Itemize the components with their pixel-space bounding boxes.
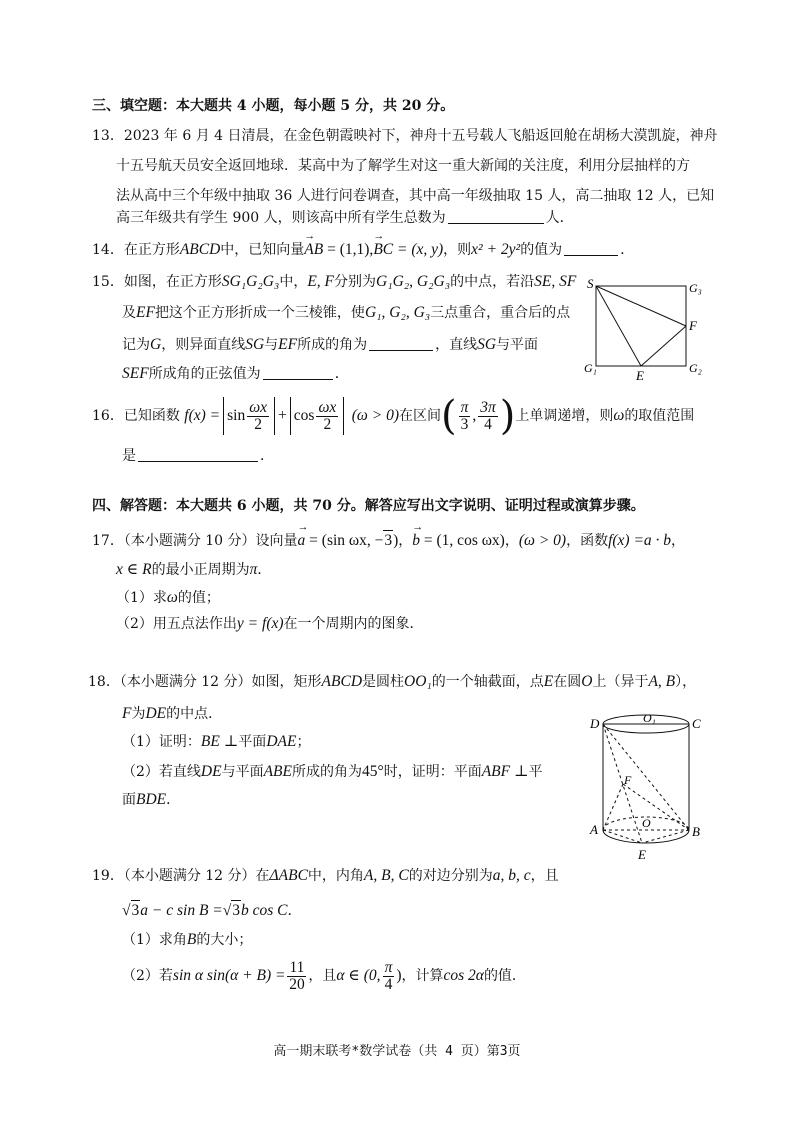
math: SE, SF: [534, 273, 577, 290]
math: BE ⊥: [200, 733, 239, 750]
math: G: [150, 336, 162, 353]
math: ABF ⊥: [481, 763, 529, 780]
q18-text: 面: [122, 792, 136, 808]
q19-number: 19．: [92, 868, 124, 884]
q15-text: 分别为: [334, 274, 377, 290]
answer-blank[interactable]: [564, 241, 618, 256]
q17-text: （2）用五点法作出: [116, 616, 237, 632]
comma: ,: [472, 407, 477, 424]
math-omega: ω: [613, 407, 625, 424]
math: f(x) =: [608, 532, 644, 549]
q19-part-1: [122, 930, 252, 950]
q14-number: 14．: [92, 242, 124, 258]
fraction-pi-4: [383, 960, 395, 993]
numerator: ωx: [318, 398, 337, 416]
abs-bar: [274, 397, 275, 435]
q18-line-1: [88, 672, 696, 692]
q17-part-2: [116, 614, 424, 634]
math: y = f(x): [236, 615, 284, 632]
math-dot-product: a · b: [643, 532, 672, 549]
denominator: 3: [460, 415, 469, 433]
math-expression: x² + 2y²: [471, 241, 521, 258]
vector-a: → a: [298, 531, 306, 551]
math: O: [581, 673, 593, 690]
q15-text: 与: [264, 337, 279, 353]
math: SG₁G₂G₃: [221, 273, 280, 290]
fraction-wx-2: [316, 400, 338, 433]
segment-db: [603, 724, 689, 830]
q15-text: 的中点，若沿: [450, 274, 535, 290]
q18-text: 平: [528, 764, 543, 780]
q16-text: 上单调递增，则: [515, 408, 614, 424]
label-f: F: [689, 318, 697, 333]
label-e: E: [636, 368, 644, 383]
q14-line-1: [92, 240, 634, 260]
label-a: A: [590, 822, 598, 837]
q18-text: 在圆: [553, 674, 582, 690]
math-pi: π: [249, 561, 258, 578]
q19-part-2: [122, 956, 526, 996]
q13-line-3: 法从高中三个年级中抽取 36 人进行问卷调查，其中高一年级抽取 15 人，高二抽取 12 人，已知: [116, 188, 715, 204]
math-angle: 45°: [362, 763, 384, 780]
fraction-wx-2: [247, 400, 269, 433]
q19-text: ．: [287, 903, 302, 919]
segment-bf: [623, 784, 689, 830]
bottom-front-arc: [603, 830, 689, 843]
q17-text: ，函数: [566, 533, 609, 549]
q16-text: 是: [122, 448, 136, 464]
sqrt-3: 3: [232, 902, 241, 919]
numerator: π: [460, 398, 469, 416]
q15-text: 与平面: [496, 337, 539, 353]
denominator: 4: [384, 975, 393, 993]
q18-text: ．: [166, 792, 181, 808]
q19-text: （1）求角: [122, 932, 187, 948]
math: E: [543, 673, 554, 690]
math: = (1, cos ωx): [420, 532, 505, 549]
q18-part-2: [122, 762, 543, 782]
q15-line-1: [92, 272, 576, 292]
q19-text: 的对边分别为: [408, 868, 493, 884]
math: cos 2α: [443, 967, 484, 984]
q15-text: ．: [334, 366, 349, 382]
q15-text: 所成角的正弦值为: [148, 366, 261, 382]
q15-text: 把这个正方形折成一个三棱锥，使: [154, 305, 365, 321]
q15-text: ，直线: [435, 337, 478, 353]
answer-blank[interactable]: [138, 447, 258, 462]
q14-text: 的值为: [520, 242, 563, 258]
q18-text: 为: [131, 706, 146, 722]
vector-ab: → AB: [304, 240, 323, 260]
math: SG: [245, 336, 265, 353]
q19-text: 的大小；: [196, 932, 253, 948]
q17-line-2: [116, 560, 271, 580]
open-paren: (: [440, 393, 457, 439]
q17-text: 的最小正周期为: [151, 562, 250, 578]
q17-text: 在一个周期内的图象．: [283, 616, 424, 632]
q13-text: 高三年级共有学生 900 人，则该高中所有学生总数为: [116, 210, 446, 226]
q19-text: ，计算: [401, 968, 444, 984]
math: x ∈ R: [116, 561, 152, 578]
vector-bc: → BC: [373, 240, 393, 260]
math: DE: [200, 763, 222, 780]
math: DAE: [266, 733, 297, 750]
fraction-11-20: [287, 960, 306, 993]
math-omega: ω: [166, 589, 178, 606]
q13-line-1: [92, 126, 718, 146]
numerator: 3π: [480, 398, 496, 416]
label-b: B: [692, 824, 700, 839]
math: f(x) =: [184, 407, 221, 424]
q19-text: （2）若: [122, 968, 173, 984]
math: F: [122, 705, 132, 722]
q19-text: ，且: [308, 968, 337, 984]
q13-line-4: [116, 208, 574, 228]
label-o1: O₁: [643, 711, 656, 725]
math: (ω > 0): [518, 532, 567, 549]
math: SEF: [122, 365, 149, 382]
q14-text: ，则: [443, 242, 472, 258]
sqrt-3: 3: [384, 532, 393, 549]
sqrt-3: 3: [131, 902, 140, 919]
q19-text: 中，内角: [307, 868, 364, 884]
q15-text: ，则异面直线: [161, 337, 246, 353]
denominator: 20: [289, 975, 305, 993]
q18-text: ），: [675, 674, 697, 690]
plus-sign: +: [278, 407, 287, 424]
square-fold-figure: [582, 274, 712, 384]
q16-text: 在区间: [398, 408, 441, 424]
q15-text: 中，: [279, 274, 308, 290]
q14-text: 中，已知向量: [220, 242, 305, 258]
label-f: F: [624, 773, 632, 787]
label-g3: G₃: [689, 281, 702, 295]
math: EF: [278, 336, 298, 353]
abs-bar: [343, 397, 344, 435]
math-abcd: ABCD: [179, 241, 221, 258]
q18-text: （2）若直线: [122, 764, 201, 780]
q15-number: 15．: [92, 274, 124, 290]
numerator: π: [384, 958, 393, 976]
q15-line-2: [122, 303, 570, 323]
q15-text: 所成的角为: [297, 337, 368, 353]
label-g1: G₁: [584, 361, 597, 375]
q16-text: 的取值范围: [624, 408, 695, 424]
q17-part-1: [116, 588, 220, 608]
q18-text: 的一个轴截面，点: [431, 674, 544, 690]
q17-number: 17．: [92, 533, 124, 549]
math: A, B, C: [363, 867, 409, 884]
segment-se: [596, 286, 641, 366]
q18-number: 18．: [88, 674, 120, 690]
q15-line-4: [122, 364, 349, 384]
cylinder-figure: [584, 706, 708, 866]
segment-af: [603, 784, 623, 830]
q15-text: 如图，在正方形: [123, 274, 222, 290]
math: = (sin ωx, −: [305, 532, 384, 549]
q18-text: 上（异于: [592, 674, 649, 690]
q18-text: （1）证明：: [122, 734, 201, 750]
answer-blank[interactable]: [263, 365, 333, 380]
math: G₁G₂, G₂G₃: [376, 273, 451, 290]
segment-be: [642, 830, 689, 843]
math: EF: [136, 304, 155, 321]
q19-line-1: [92, 866, 559, 886]
square-outline: [596, 286, 686, 366]
math: a, b, c: [492, 867, 531, 884]
q16-line-2: [122, 446, 274, 466]
q19-text: ，且: [530, 868, 559, 884]
math: a − c sin B =: [140, 902, 223, 919]
math: α ∈ (0,: [336, 967, 381, 984]
q13-text: 人．: [545, 210, 574, 226]
math: ): [396, 967, 402, 984]
math: ABCD: [321, 673, 363, 690]
q16-text: 已知函数: [123, 408, 180, 424]
denominator: 2: [254, 415, 262, 433]
q13-line-2: 十五号航天员安全返回地球．某高中为了解学生对这一重大新闻的关注度，利用分层抽样的方: [116, 158, 690, 174]
q15-line-3: [122, 335, 538, 355]
fraction-pi-3: [459, 400, 471, 433]
label-d: D: [590, 716, 600, 731]
q17-line-1: [92, 530, 685, 551]
q18-text: 是圆柱: [362, 674, 405, 690]
math: b cos C: [241, 902, 288, 919]
q13-text: 2023 年 6 月 4 日清晨，在金色朝霞映衬下，神舟十五号载人飞船返回舱在胡杨大漠凯旋，神舟: [123, 128, 718, 144]
q17-text: ．: [257, 562, 272, 578]
q19-text: （本小题满分 12 分）在: [123, 868, 270, 884]
q18-part-1: [122, 732, 310, 752]
denominator: 2: [323, 415, 332, 433]
math: (ω > 0): [351, 407, 399, 424]
sqrt-sign: √: [122, 902, 131, 919]
q15-text: 记为: [122, 337, 150, 353]
answer-blank[interactable]: [369, 336, 433, 351]
segment-de: [603, 724, 642, 843]
q18-text: 的中点．: [166, 706, 223, 722]
label-s: S: [587, 276, 594, 291]
math: B: [186, 931, 197, 948]
q17-text: ，: [398, 533, 413, 549]
abs-bar: [290, 397, 291, 435]
segment-sf: [596, 286, 686, 326]
fraction-3pi-4: [478, 400, 498, 433]
q17-text: （本小题满分 10 分）设向量: [123, 533, 298, 549]
q18-text: 与平面: [221, 764, 264, 780]
q18-line-3: [122, 790, 180, 810]
q13-number: 13．: [92, 128, 124, 144]
label-e: E: [638, 847, 646, 862]
vector-b: → b: [412, 531, 420, 551]
abs-bar: [223, 397, 224, 435]
q18-text: 时，证明：平面: [383, 764, 482, 780]
math-sin: sin: [227, 407, 246, 424]
q16-line-1: [92, 394, 694, 438]
math: ): [393, 532, 399, 549]
math: sin α sin(α + B) =: [172, 967, 286, 984]
q18-text: ；: [296, 734, 311, 750]
q18-text: （本小题满分 12 分）如图，矩形: [119, 674, 322, 690]
math: OO₁: [404, 673, 432, 690]
math: ABE: [263, 763, 292, 780]
q17-text: （1）求: [116, 590, 167, 606]
q19-text: 的值．: [483, 968, 526, 984]
answer-blank[interactable]: [448, 209, 544, 224]
numerator: ωx: [249, 398, 268, 416]
q15-text: 及: [122, 305, 136, 321]
q19-line-2: [122, 900, 302, 921]
q15-text: 三点重合，重合后的点: [430, 305, 571, 321]
math: A, B: [648, 673, 676, 690]
sqrt-sign: √: [222, 902, 232, 919]
math: = (1,1),: [323, 241, 374, 258]
numerator: 11: [289, 958, 305, 976]
label-c: C: [692, 716, 701, 731]
math: BDE: [136, 791, 167, 808]
math: E, F: [307, 273, 335, 290]
math: = (x, y): [393, 241, 444, 258]
math: DE: [145, 705, 167, 722]
q17-text: ，: [671, 533, 686, 549]
q16-text: ．: [260, 448, 274, 464]
q18-text: 平面: [238, 734, 267, 750]
math: G₁, G₂, G₃: [364, 304, 431, 321]
math: ΔABC: [269, 867, 308, 884]
math: SG: [477, 336, 497, 353]
q17-text: 的值；: [177, 590, 220, 606]
q18-text: 所成的角为: [292, 764, 362, 780]
q18-line-2: [122, 704, 222, 724]
section-4-heading: 四、解答题：本大题共 6 小题，共 70 分。解答应写出文字说明、证明过程或演算步骤。: [92, 498, 645, 514]
q14-text: 在正方形: [123, 242, 180, 258]
segment-ef: [641, 326, 686, 366]
label-g2: G₂: [689, 361, 702, 375]
label-o: O: [642, 816, 651, 830]
q17-text: ，: [504, 533, 519, 549]
close-paren: ): [499, 393, 516, 439]
denominator: 4: [484, 415, 492, 433]
math-cos: cos: [293, 407, 315, 424]
q14-text: ．: [620, 242, 635, 258]
section-3-heading: 三、填空题：本大题共 4 小题，每小题 5 分，共 20 分。: [92, 98, 455, 114]
page-footer: 高一期末联考*数学试卷（共 4 页）第3页: [273, 1044, 521, 1059]
q16-number: 16．: [92, 408, 124, 424]
